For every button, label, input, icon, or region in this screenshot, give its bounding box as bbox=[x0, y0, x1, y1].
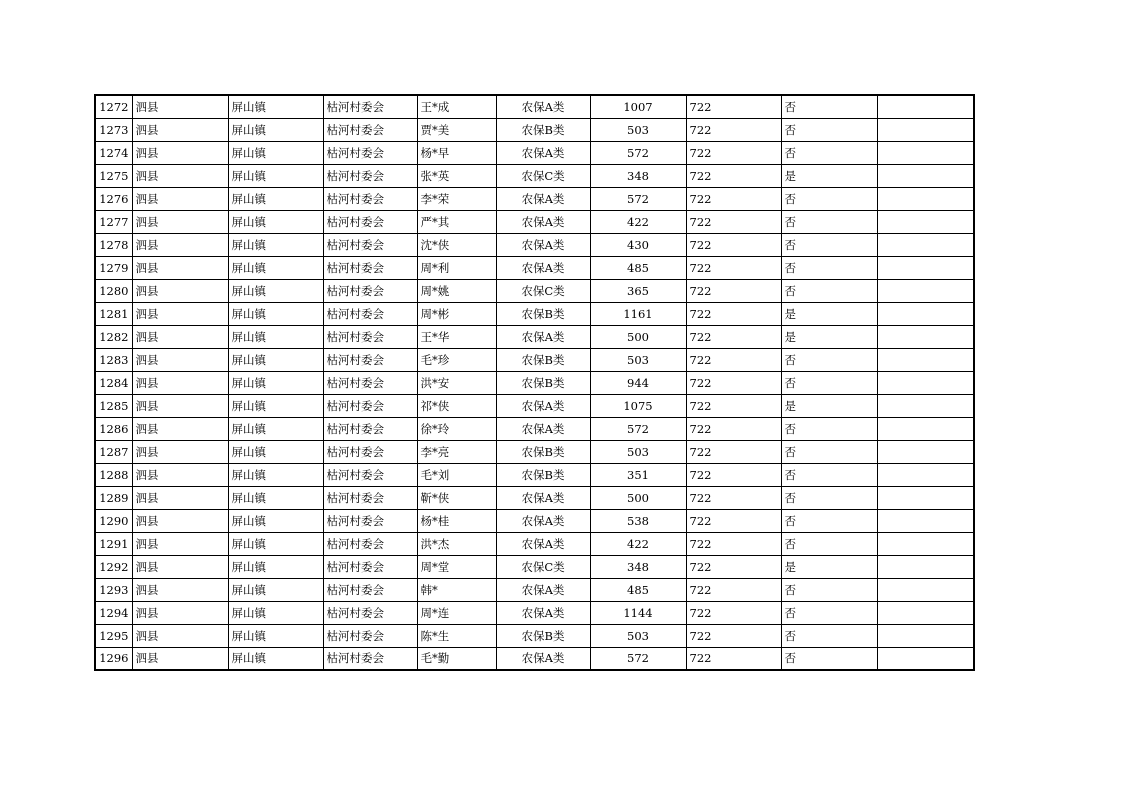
cell-index: 1292 bbox=[95, 555, 132, 578]
cell-name: 贾*美 bbox=[417, 118, 496, 141]
cell-index: 1275 bbox=[95, 164, 132, 187]
cell-category: 农保A类 bbox=[496, 486, 590, 509]
table-row bbox=[95, 486, 974, 509]
cell-code: 722 bbox=[686, 95, 781, 118]
cell-category: 农保A类 bbox=[496, 325, 590, 348]
cell-town: 屏山镇 bbox=[228, 440, 323, 463]
table-row bbox=[95, 302, 974, 325]
cell-extra bbox=[877, 164, 974, 187]
cell-amount: 348 bbox=[590, 164, 686, 187]
cell-code: 722 bbox=[686, 417, 781, 440]
cell-amount: 500 bbox=[590, 325, 686, 348]
cell-name: 周*彬 bbox=[417, 302, 496, 325]
table-row bbox=[95, 141, 974, 164]
cell-extra bbox=[877, 348, 974, 371]
cell-town: 屏山镇 bbox=[228, 279, 323, 302]
cell-extra bbox=[877, 440, 974, 463]
cell-category: 农保C类 bbox=[496, 279, 590, 302]
cell-index: 1277 bbox=[95, 210, 132, 233]
cell-name: 杨*早 bbox=[417, 141, 496, 164]
cell-index: 1288 bbox=[95, 463, 132, 486]
cell-village: 枯河村委会 bbox=[323, 141, 417, 164]
cell-category: 农保C类 bbox=[496, 164, 590, 187]
cell-town: 屏山镇 bbox=[228, 394, 323, 417]
cell-village: 枯河村委会 bbox=[323, 164, 417, 187]
cell-amount: 422 bbox=[590, 210, 686, 233]
table-row bbox=[95, 164, 974, 187]
cell-flag: 是 bbox=[781, 555, 877, 578]
cell-town: 屏山镇 bbox=[228, 210, 323, 233]
cell-village: 枯河村委会 bbox=[323, 256, 417, 279]
cell-county: 泗县 bbox=[132, 440, 228, 463]
cell-index: 1281 bbox=[95, 302, 132, 325]
cell-village: 枯河村委会 bbox=[323, 532, 417, 555]
cell-code: 722 bbox=[686, 509, 781, 532]
cell-name: 祁*侠 bbox=[417, 394, 496, 417]
cell-county: 泗县 bbox=[132, 279, 228, 302]
cell-category: 农保A类 bbox=[496, 256, 590, 279]
cell-flag: 否 bbox=[781, 647, 877, 670]
cell-index: 1276 bbox=[95, 187, 132, 210]
cell-amount: 572 bbox=[590, 141, 686, 164]
cell-name: 毛*珍 bbox=[417, 348, 496, 371]
cell-code: 722 bbox=[686, 647, 781, 670]
cell-town: 屏山镇 bbox=[228, 302, 323, 325]
cell-index: 1296 bbox=[95, 647, 132, 670]
cell-village: 枯河村委会 bbox=[323, 417, 417, 440]
cell-county: 泗县 bbox=[132, 624, 228, 647]
cell-county: 泗县 bbox=[132, 95, 228, 118]
cell-code: 722 bbox=[686, 302, 781, 325]
cell-code: 722 bbox=[686, 141, 781, 164]
cell-county: 泗县 bbox=[132, 371, 228, 394]
cell-village: 枯河村委会 bbox=[323, 394, 417, 417]
table-row bbox=[95, 509, 974, 532]
cell-code: 722 bbox=[686, 187, 781, 210]
cell-index: 1294 bbox=[95, 601, 132, 624]
cell-extra bbox=[877, 187, 974, 210]
cell-county: 泗县 bbox=[132, 187, 228, 210]
cell-village: 枯河村委会 bbox=[323, 647, 417, 670]
cell-flag: 否 bbox=[781, 624, 877, 647]
cell-name: 周*连 bbox=[417, 601, 496, 624]
cell-category: 农保B类 bbox=[496, 463, 590, 486]
cell-extra bbox=[877, 647, 974, 670]
cell-county: 泗县 bbox=[132, 302, 228, 325]
table-row bbox=[95, 417, 974, 440]
cell-town: 屏山镇 bbox=[228, 233, 323, 256]
cell-county: 泗县 bbox=[132, 486, 228, 509]
cell-flag: 否 bbox=[781, 463, 877, 486]
cell-town: 屏山镇 bbox=[228, 95, 323, 118]
table-row bbox=[95, 348, 974, 371]
cell-town: 屏山镇 bbox=[228, 325, 323, 348]
table-row bbox=[95, 325, 974, 348]
cell-extra bbox=[877, 624, 974, 647]
cell-category: 农保B类 bbox=[496, 624, 590, 647]
cell-extra bbox=[877, 394, 974, 417]
cell-village: 枯河村委会 bbox=[323, 463, 417, 486]
cell-amount: 351 bbox=[590, 463, 686, 486]
cell-name: 周*利 bbox=[417, 256, 496, 279]
cell-category: 农保B类 bbox=[496, 440, 590, 463]
cell-index: 1280 bbox=[95, 279, 132, 302]
cell-code: 722 bbox=[686, 210, 781, 233]
cell-village: 枯河村委会 bbox=[323, 509, 417, 532]
cell-county: 泗县 bbox=[132, 394, 228, 417]
cell-amount: 1007 bbox=[590, 95, 686, 118]
cell-flag: 否 bbox=[781, 578, 877, 601]
cell-village: 枯河村委会 bbox=[323, 555, 417, 578]
cell-village: 枯河村委会 bbox=[323, 279, 417, 302]
cell-extra bbox=[877, 601, 974, 624]
table-row bbox=[95, 210, 974, 233]
cell-extra bbox=[877, 302, 974, 325]
cell-code: 722 bbox=[686, 578, 781, 601]
cell-category: 农保B类 bbox=[496, 118, 590, 141]
cell-county: 泗县 bbox=[132, 555, 228, 578]
cell-flag: 否 bbox=[781, 509, 877, 532]
cell-county: 泗县 bbox=[132, 532, 228, 555]
cell-county: 泗县 bbox=[132, 578, 228, 601]
cell-flag: 否 bbox=[781, 486, 877, 509]
cell-category: 农保A类 bbox=[496, 532, 590, 555]
cell-town: 屏山镇 bbox=[228, 417, 323, 440]
cell-amount: 500 bbox=[590, 486, 686, 509]
cell-amount: 944 bbox=[590, 371, 686, 394]
cell-village: 枯河村委会 bbox=[323, 601, 417, 624]
cell-extra bbox=[877, 118, 974, 141]
cell-index: 1290 bbox=[95, 509, 132, 532]
cell-name: 韩* bbox=[417, 578, 496, 601]
cell-extra bbox=[877, 141, 974, 164]
cell-index: 1295 bbox=[95, 624, 132, 647]
cell-index: 1273 bbox=[95, 118, 132, 141]
cell-extra bbox=[877, 486, 974, 509]
cell-name: 沈*侠 bbox=[417, 233, 496, 256]
cell-category: 农保A类 bbox=[496, 647, 590, 670]
cell-code: 722 bbox=[686, 118, 781, 141]
cell-village: 枯河村委会 bbox=[323, 233, 417, 256]
cell-amount: 485 bbox=[590, 256, 686, 279]
cell-village: 枯河村委会 bbox=[323, 325, 417, 348]
cell-town: 屏山镇 bbox=[228, 187, 323, 210]
table-row bbox=[95, 555, 974, 578]
cell-extra bbox=[877, 325, 974, 348]
cell-flag: 否 bbox=[781, 141, 877, 164]
cell-category: 农保A类 bbox=[496, 417, 590, 440]
cell-name: 李*亮 bbox=[417, 440, 496, 463]
table-row bbox=[95, 233, 974, 256]
cell-amount: 538 bbox=[590, 509, 686, 532]
cell-village: 枯河村委会 bbox=[323, 578, 417, 601]
cell-index: 1291 bbox=[95, 532, 132, 555]
table-row bbox=[95, 624, 974, 647]
cell-category: 农保A类 bbox=[496, 233, 590, 256]
cell-town: 屏山镇 bbox=[228, 348, 323, 371]
cell-code: 722 bbox=[686, 279, 781, 302]
cell-flag: 否 bbox=[781, 256, 877, 279]
cell-name: 洪*杰 bbox=[417, 532, 496, 555]
cell-flag: 是 bbox=[781, 302, 877, 325]
cell-flag: 否 bbox=[781, 118, 877, 141]
cell-category: 农保A类 bbox=[496, 95, 590, 118]
cell-name: 张*英 bbox=[417, 164, 496, 187]
cell-extra bbox=[877, 532, 974, 555]
table-row bbox=[95, 95, 974, 118]
cell-category: 农保B类 bbox=[496, 348, 590, 371]
cell-extra bbox=[877, 279, 974, 302]
cell-village: 枯河村委会 bbox=[323, 624, 417, 647]
cell-flag: 是 bbox=[781, 394, 877, 417]
cell-town: 屏山镇 bbox=[228, 578, 323, 601]
cell-county: 泗县 bbox=[132, 256, 228, 279]
cell-amount: 430 bbox=[590, 233, 686, 256]
table-row bbox=[95, 256, 974, 279]
cell-category: 农保A类 bbox=[496, 210, 590, 233]
cell-category: 农保B类 bbox=[496, 302, 590, 325]
cell-flag: 否 bbox=[781, 233, 877, 256]
cell-index: 1278 bbox=[95, 233, 132, 256]
cell-code: 722 bbox=[686, 486, 781, 509]
cell-code: 722 bbox=[686, 463, 781, 486]
cell-index: 1284 bbox=[95, 371, 132, 394]
cell-category: 农保B类 bbox=[496, 371, 590, 394]
cell-index: 1289 bbox=[95, 486, 132, 509]
table-row bbox=[95, 578, 974, 601]
table-row bbox=[95, 647, 974, 670]
cell-amount: 572 bbox=[590, 417, 686, 440]
cell-village: 枯河村委会 bbox=[323, 486, 417, 509]
table-row bbox=[95, 532, 974, 555]
cell-amount: 365 bbox=[590, 279, 686, 302]
cell-name: 李*荣 bbox=[417, 187, 496, 210]
cell-extra bbox=[877, 578, 974, 601]
cell-index: 1272 bbox=[95, 95, 132, 118]
cell-town: 屏山镇 bbox=[228, 463, 323, 486]
cell-town: 屏山镇 bbox=[228, 486, 323, 509]
cell-extra bbox=[877, 210, 974, 233]
cell-code: 722 bbox=[686, 371, 781, 394]
cell-name: 陈*生 bbox=[417, 624, 496, 647]
cell-amount: 503 bbox=[590, 118, 686, 141]
cell-town: 屏山镇 bbox=[228, 532, 323, 555]
cell-flag: 否 bbox=[781, 601, 877, 624]
cell-village: 枯河村委会 bbox=[323, 95, 417, 118]
cell-town: 屏山镇 bbox=[228, 256, 323, 279]
cell-code: 722 bbox=[686, 440, 781, 463]
cell-index: 1282 bbox=[95, 325, 132, 348]
table-row bbox=[95, 440, 974, 463]
cell-code: 722 bbox=[686, 601, 781, 624]
cell-amount: 572 bbox=[590, 187, 686, 210]
cell-index: 1293 bbox=[95, 578, 132, 601]
cell-flag: 否 bbox=[781, 440, 877, 463]
cell-extra bbox=[877, 417, 974, 440]
cell-category: 农保A类 bbox=[496, 601, 590, 624]
cell-name: 周*堂 bbox=[417, 555, 496, 578]
cell-village: 枯河村委会 bbox=[323, 302, 417, 325]
cell-county: 泗县 bbox=[132, 463, 228, 486]
table-row bbox=[95, 279, 974, 302]
cell-amount: 1144 bbox=[590, 601, 686, 624]
cell-town: 屏山镇 bbox=[228, 601, 323, 624]
cell-index: 1287 bbox=[95, 440, 132, 463]
cell-county: 泗县 bbox=[132, 509, 228, 532]
cell-county: 泗县 bbox=[132, 210, 228, 233]
cell-name: 靳*侠 bbox=[417, 486, 496, 509]
cell-town: 屏山镇 bbox=[228, 555, 323, 578]
cell-category: 农保A类 bbox=[496, 509, 590, 532]
cell-amount: 503 bbox=[590, 624, 686, 647]
cell-village: 枯河村委会 bbox=[323, 210, 417, 233]
cell-county: 泗县 bbox=[132, 348, 228, 371]
cell-extra bbox=[877, 256, 974, 279]
cell-town: 屏山镇 bbox=[228, 118, 323, 141]
cell-category: 农保A类 bbox=[496, 394, 590, 417]
cell-name: 徐*玲 bbox=[417, 417, 496, 440]
cell-village: 枯河村委会 bbox=[323, 371, 417, 394]
cell-code: 722 bbox=[686, 164, 781, 187]
cell-name: 杨*桂 bbox=[417, 509, 496, 532]
table-row bbox=[95, 463, 974, 486]
cell-flag: 否 bbox=[781, 279, 877, 302]
cell-town: 屏山镇 bbox=[228, 509, 323, 532]
cell-code: 722 bbox=[686, 233, 781, 256]
table-row bbox=[95, 371, 974, 394]
cell-county: 泗县 bbox=[132, 233, 228, 256]
cell-county: 泗县 bbox=[132, 141, 228, 164]
cell-extra bbox=[877, 233, 974, 256]
cell-index: 1283 bbox=[95, 348, 132, 371]
cell-town: 屏山镇 bbox=[228, 624, 323, 647]
cell-amount: 572 bbox=[590, 647, 686, 670]
cell-extra bbox=[877, 509, 974, 532]
cell-code: 722 bbox=[686, 348, 781, 371]
cell-name: 毛*刘 bbox=[417, 463, 496, 486]
cell-code: 722 bbox=[686, 325, 781, 348]
cell-category: 农保A类 bbox=[496, 578, 590, 601]
cell-code: 722 bbox=[686, 256, 781, 279]
cell-village: 枯河村委会 bbox=[323, 118, 417, 141]
cell-name: 毛*勤 bbox=[417, 647, 496, 670]
cell-county: 泗县 bbox=[132, 118, 228, 141]
cell-village: 枯河村委会 bbox=[323, 187, 417, 210]
cell-county: 泗县 bbox=[132, 325, 228, 348]
cell-name: 洪*安 bbox=[417, 371, 496, 394]
cell-county: 泗县 bbox=[132, 417, 228, 440]
cell-town: 屏山镇 bbox=[228, 371, 323, 394]
cell-index: 1285 bbox=[95, 394, 132, 417]
cell-extra bbox=[877, 95, 974, 118]
table-row bbox=[95, 187, 974, 210]
cell-index: 1274 bbox=[95, 141, 132, 164]
cell-county: 泗县 bbox=[132, 164, 228, 187]
cell-county: 泗县 bbox=[132, 647, 228, 670]
cell-code: 722 bbox=[686, 555, 781, 578]
cell-amount: 503 bbox=[590, 440, 686, 463]
cell-amount: 1075 bbox=[590, 394, 686, 417]
cell-index: 1286 bbox=[95, 417, 132, 440]
cell-amount: 1161 bbox=[590, 302, 686, 325]
cell-flag: 否 bbox=[781, 417, 877, 440]
cell-town: 屏山镇 bbox=[228, 647, 323, 670]
cell-flag: 是 bbox=[781, 164, 877, 187]
cell-code: 722 bbox=[686, 394, 781, 417]
cell-amount: 503 bbox=[590, 348, 686, 371]
cell-index: 1279 bbox=[95, 256, 132, 279]
cell-name: 严*其 bbox=[417, 210, 496, 233]
cell-flag: 是 bbox=[781, 325, 877, 348]
cell-flag: 否 bbox=[781, 371, 877, 394]
table-row bbox=[95, 601, 974, 624]
cell-extra bbox=[877, 555, 974, 578]
data-table bbox=[94, 94, 975, 671]
cell-flag: 否 bbox=[781, 348, 877, 371]
table-row bbox=[95, 394, 974, 417]
cell-amount: 422 bbox=[590, 532, 686, 555]
cell-extra bbox=[877, 371, 974, 394]
cell-amount: 485 bbox=[590, 578, 686, 601]
cell-flag: 否 bbox=[781, 532, 877, 555]
cell-category: 农保A类 bbox=[496, 187, 590, 210]
cell-flag: 否 bbox=[781, 210, 877, 233]
table-row bbox=[95, 118, 974, 141]
cell-code: 722 bbox=[686, 624, 781, 647]
cell-village: 枯河村委会 bbox=[323, 348, 417, 371]
cell-name: 王*成 bbox=[417, 95, 496, 118]
cell-village: 枯河村委会 bbox=[323, 440, 417, 463]
cell-town: 屏山镇 bbox=[228, 164, 323, 187]
cell-flag: 否 bbox=[781, 95, 877, 118]
cell-town: 屏山镇 bbox=[228, 141, 323, 164]
cell-category: 农保C类 bbox=[496, 555, 590, 578]
cell-county: 泗县 bbox=[132, 601, 228, 624]
cell-code: 722 bbox=[686, 532, 781, 555]
cell-flag: 否 bbox=[781, 187, 877, 210]
cell-category: 农保A类 bbox=[496, 141, 590, 164]
cell-name: 王*华 bbox=[417, 325, 496, 348]
cell-amount: 348 bbox=[590, 555, 686, 578]
cell-extra bbox=[877, 463, 974, 486]
cell-name: 周*姚 bbox=[417, 279, 496, 302]
